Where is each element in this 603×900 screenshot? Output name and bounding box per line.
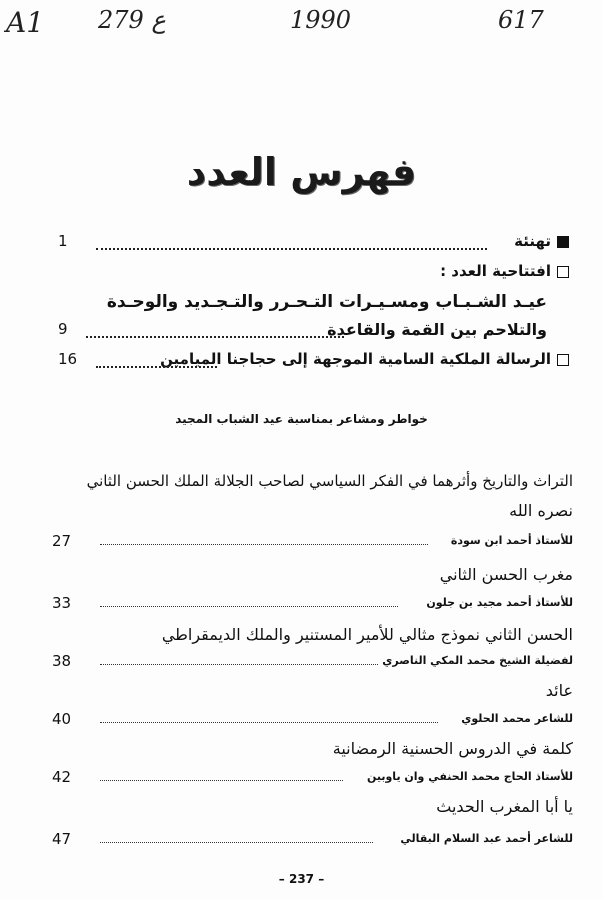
article-author-row: [30, 532, 573, 554]
article-author: للأستاذ الحاج محمد الحنفي وان ياوبين: [366, 770, 573, 783]
toc-entry-text: افتتاحية العدد :: [440, 262, 569, 280]
article-author-row: [30, 594, 573, 616]
article-author-row: [30, 830, 573, 852]
article-title: الحسن الثاني نموذج مثالي للأمير المستنير والملك الديمقراطي: [161, 625, 573, 644]
toc-title: فهرس العدد: [186, 150, 417, 194]
article-page-number: 27: [52, 532, 72, 550]
leader-dots: [100, 606, 398, 607]
toc-entry: [30, 232, 569, 260]
leader-dots: [100, 664, 378, 665]
leader-dots: [86, 336, 344, 338]
toc-entry-text: تهنئة: [514, 232, 569, 250]
empty-square-icon: [557, 266, 569, 278]
toc-entry-text: عيـد الشـبـاب ومسـيـرات التـحـرر والتـجـديد والوحـدة: [106, 292, 547, 312]
toc-entry: [30, 320, 569, 348]
leader-dots: [100, 842, 373, 843]
article-author-row: [30, 768, 573, 790]
leader-dots: [96, 248, 487, 250]
footer-page-number: – 237 –: [278, 872, 325, 886]
handwritten-page-ref: 617: [498, 6, 544, 34]
handwritten-a1: A1: [6, 6, 45, 39]
filled-square-icon: [557, 236, 569, 248]
toc-page-number: 1: [58, 232, 68, 250]
article-title: يا أبا المغرب الحديث: [436, 797, 573, 816]
article-page-number: 42: [52, 768, 72, 786]
toc-entry-text: والتلاحم بين القمة والقاعدة: [327, 320, 547, 339]
article-page-number: 40: [52, 710, 72, 728]
toc-page-number: 9: [58, 320, 68, 338]
toc-entry-text: الرسالة الملكية السامية الموجهة إلى حجاجنا الميامين: [160, 350, 569, 368]
leader-dots: [100, 544, 428, 545]
article-title: التراث والتاريخ وأثرهما في الفكر السياسي لصاحب الجلالة الملك الحسن الثاني: [86, 472, 573, 490]
toc-entry: [30, 262, 569, 290]
article-title: كلمة في الدروس الحسنية الرمضانية: [332, 739, 573, 758]
article-title-continued: نصره الله: [509, 501, 573, 520]
article-author-row: [30, 652, 573, 674]
section-subtitle: خواطر ومشاعر بمناسبة عيد الشباب المجيد: [175, 412, 428, 426]
leader-dots: [100, 780, 343, 781]
article-author-row: [30, 710, 573, 732]
empty-square-icon: [557, 354, 569, 366]
article-author: للشاعر محمد الحلوي: [461, 712, 573, 725]
article-author: للأستاذ أحمد ابن سودة: [450, 534, 573, 547]
handwritten-code: 279 ع: [98, 6, 166, 34]
article-page-number: 47: [52, 830, 72, 848]
article-page-number: 38: [52, 652, 72, 670]
article-title: مغرب الحسن الثاني: [439, 565, 573, 584]
article-title: عائد: [545, 681, 573, 700]
leader-dots: [100, 722, 438, 723]
article-author: للأستاذ أحمد مجيد بن جلون: [426, 596, 573, 609]
article-page-number: 33: [52, 594, 72, 612]
toc-page-number: 16: [58, 350, 78, 368]
handwritten-year: 1990: [290, 6, 352, 34]
article-author: للشاعر أحمد عبد السلام البقالي: [400, 832, 573, 845]
leader-dots: [96, 366, 217, 368]
toc-entry-continued: [30, 292, 569, 320]
article-author: لفضيلة الشيخ محمد المكي الناصري: [382, 654, 573, 667]
toc-entry: [30, 350, 569, 378]
